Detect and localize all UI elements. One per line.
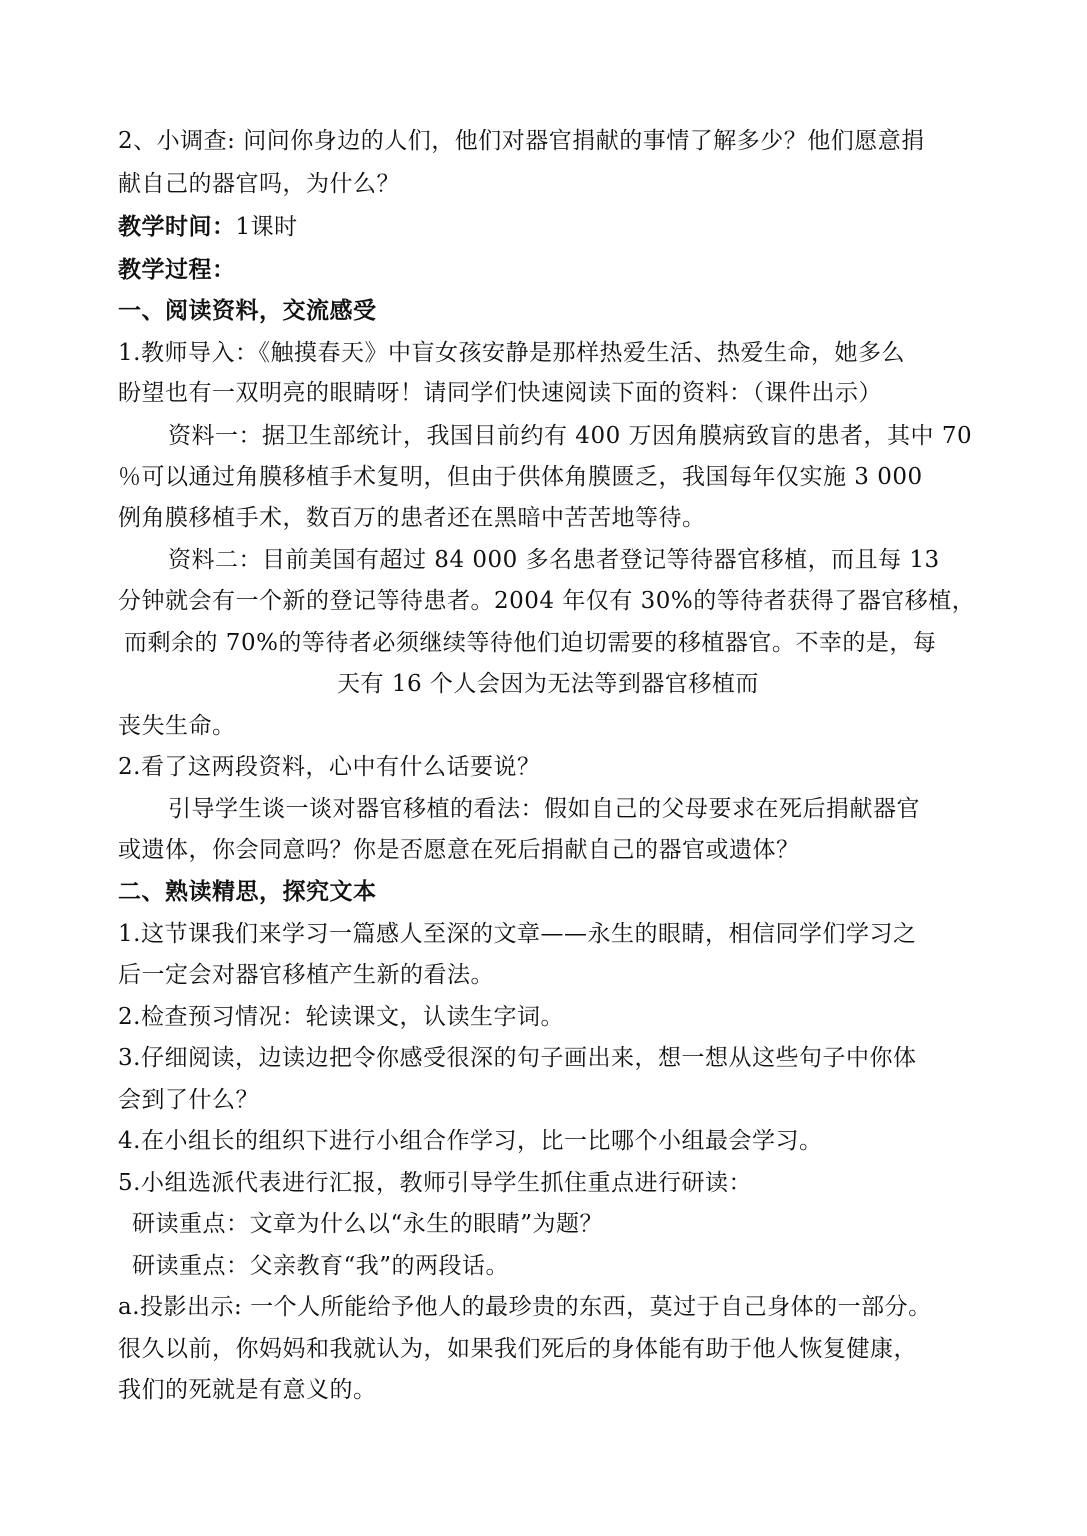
guide-line-1: 引导学生谈一谈对器官移植的看法：假如自己的父母要求在死后捐献器官	[168, 796, 920, 822]
focus-1-line: 研读重点：文章为什么以“永生的眼睛”为题？	[132, 1211, 604, 1237]
material-2-line-5: 丧失生命。	[118, 713, 236, 739]
question-2-line: 2.看了这两段资料，心中有什么话要说？	[118, 754, 541, 780]
intro-line-1: 1.教师导入：《触摸春天》中盲女孩安静是那样热爱生活、热爱生命，她多么	[118, 340, 905, 366]
material-2-line-1: 资料二：目前美国有超过 84 000 多名患者登记等待器官移植，而且每 13	[168, 547, 940, 573]
focus-2-line: 研读重点：父亲教育“我”的两段话。	[132, 1253, 510, 1279]
material-2-line-3: 而剩余的 70%的等待者必须继续等待他们迫切需要的移植器官。不幸的是，每	[124, 630, 937, 656]
step-3-line-1: 3.仔细阅读，边读边把令你感受很深的句子画出来，想一想从这些句子中你体	[118, 1045, 917, 1071]
step-2-line: 2.检查预习情况：轮读课文，认读生字词。	[118, 1004, 564, 1030]
step-3-line-2: 会到了什么？	[118, 1087, 259, 1113]
material-1-line-2: ％可以通过角膜移植手术复明，但由于供体角膜匮乏，我国每年仅实施 3 000	[118, 464, 923, 490]
teaching-process-heading: 教学过程：	[118, 256, 236, 283]
guide-line-2: 或遗体，你会同意吗？你是否愿意在死后捐献自己的器官或遗体？	[118, 837, 800, 863]
teaching-time-value: 1课时	[235, 214, 298, 240]
material-1-line-1: 资料一：据卫生部统计，我国目前约有 400 万因角膜病致盲的患者，其中 70	[168, 423, 973, 449]
step-1-line-1: 1.这节课我们来学习一篇感人至深的文章——永生的眼睛，相信同学们学习之	[118, 921, 917, 947]
teaching-time	[118, 210, 978, 244]
projection-line-3: 我们的死就是有意义的。	[118, 1377, 377, 1403]
material-1-line-3: 例角膜移植手术，数百万的患者还在黑暗中苦苦地等待。	[118, 505, 706, 531]
section-1-heading: 一、阅读资料，交流感受	[118, 297, 377, 324]
step-1-line-2: 后一定会对器官移植产生新的看法。	[118, 962, 494, 988]
section-2-heading: 二、熟读精思，探究文本	[118, 878, 377, 905]
step-4-line: 4.在小组长的组织下进行小组合作学习，比一比哪个小组最会学习。	[118, 1128, 823, 1154]
teaching-time-label: 教学时间：	[118, 213, 236, 240]
survey-line-1: 2、小调查: 问问你身边的人们，他们对器官捐献的事情了解多少？他们愿意捐	[118, 128, 925, 154]
intro-line-2: 盼望也有一双明亮的眼睛呀！请同学们快速阅读下面的资料：（课件出示）	[118, 380, 882, 406]
survey-line-2: 献自己的器官吗，为什么？	[118, 171, 400, 197]
projection-line-1: a.投影出示: 一个人所能给予他人的最珍贵的东西，莫过于自己身体的一部分。	[118, 1294, 932, 1320]
step-5-line: 5.小组选派代表进行汇报，教师引导学生抓住重点进行研读：	[118, 1170, 752, 1196]
material-2-line-2: 分钟就会有一个新的登记等待患者。2004 年仅有 30%的等待者获得了器官移植，	[118, 588, 976, 614]
material-2-line-4: 天有 16 个人会因为无法等到器官移植而	[337, 671, 759, 697]
projection-line-2: 很久以前，你妈妈和我就认为，如果我们死后的身体能有助于他人恢复健康，	[118, 1336, 917, 1362]
